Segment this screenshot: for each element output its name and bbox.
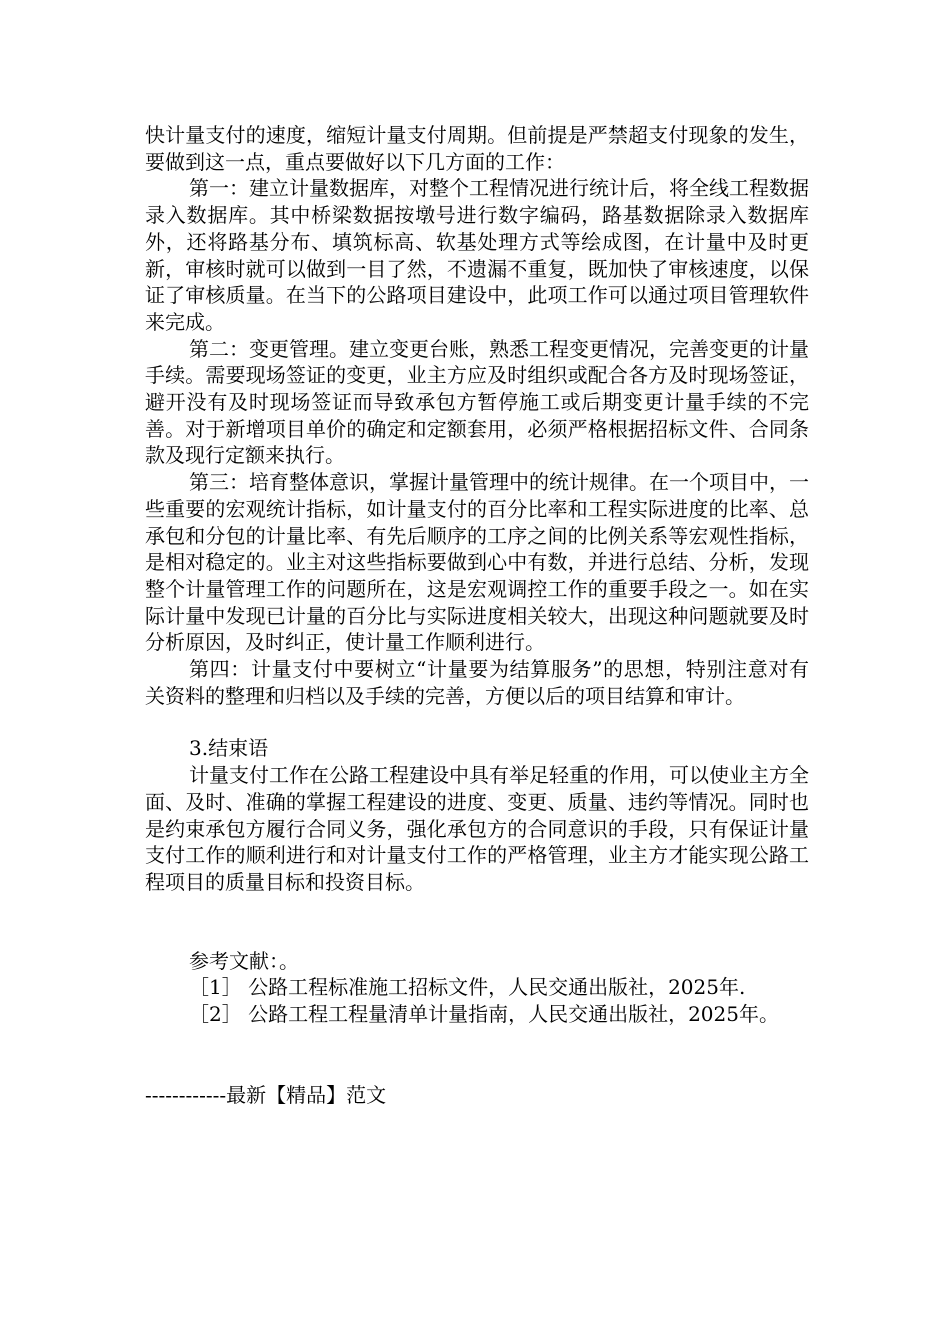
footer-text: ------------最新【精品】范文: [145, 1082, 387, 1107]
paragraph-continuation: 快计量支付的速度，缩短计量支付周期。但前提是严禁超支付现象的发生，要做到这一点，重点要做好以下几方面的工作：: [145, 123, 809, 174]
paragraph-point-three: 第三：培育整体意识，掌握计量管理中的统计规律。在一个项目中，一些重要的宏观统计指标，如计量支付的百分比率和工程实际进度的比率、总承包和分包的计量比率、有先后顺序的工序之间的比例关系等宏观性指标，是相对稳定的。业主对这些指标要做到心中有数，并进行总结、分析，发现整个计量管理工作的问题所在，这是宏观调控工作的重要手段之一。如在实际计量中发现已计量的百分比与实际进度相关较大，出现这种问题就要及时分析原因，及时纠正，使计量工作顺利进行。: [145, 470, 809, 655]
conclusion-paragraph: 计量支付工作在公路工程建设中具有举足轻重的作用，可以使业主方全面、及时、准确的掌握工程建设的进度、变更、质量、违约等情况。同时也是约束承包方履行合同义务，强化承包方的合同意识的手段，只有保证计量支付工作的顺利进行和对计量支付工作的严格管理，业主方才能实现公路工程项目的质量目标和投资目标。: [145, 763, 809, 894]
conclusion-heading: 3.结束语: [189, 736, 269, 761]
reference-item-1: ［1］ 公路工程标准施工招标文件，人民交通出版社，2025年.: [189, 975, 746, 1000]
paragraph-point-one: 第一：建立计量数据库，对整个工程情况进行统计后，将全线工程数据录入数据库。其中桥梁数据按墩号进行数字编码，路基数据除录入数据库外，还将路基分布、填筑标高、软基处理方式等绘成图，在计量中及时更新，审核时就可以做到一目了然，不遗漏不重复，既加快了审核速度，以保证了审核质量。在当下的公路项目建设中，此项工作可以通过项目管理软件来完成。: [145, 176, 809, 334]
paragraph-point-four: 第四：计量支付中要树立“计量要为结算服务”的思想，特别注意对有关资料的整理和归档以及手续的完善，方便以后的项目结算和审计。: [145, 657, 809, 708]
reference-item-2: ［2］ 公路工程工程量清单计量指南，人民交通出版社，2025年。: [189, 1002, 779, 1027]
references-title: 参考文献：。: [189, 948, 299, 973]
document-page: [145, 122, 809, 1109]
paragraph-point-two: 第二：变更管理。建立变更台账，熟悉工程变更情况，完善变更的计量手续。需要现场签证的变更，业主方应及时组织或配合各方及时现场签证，避开没有及时现场签证而导致承包方暂停施工或后期变更计量手续的不完善。对于新增项目单价的确定和定额套用，必须严格根据招标文件、合同条款及现行定额来执行。: [145, 336, 809, 468]
